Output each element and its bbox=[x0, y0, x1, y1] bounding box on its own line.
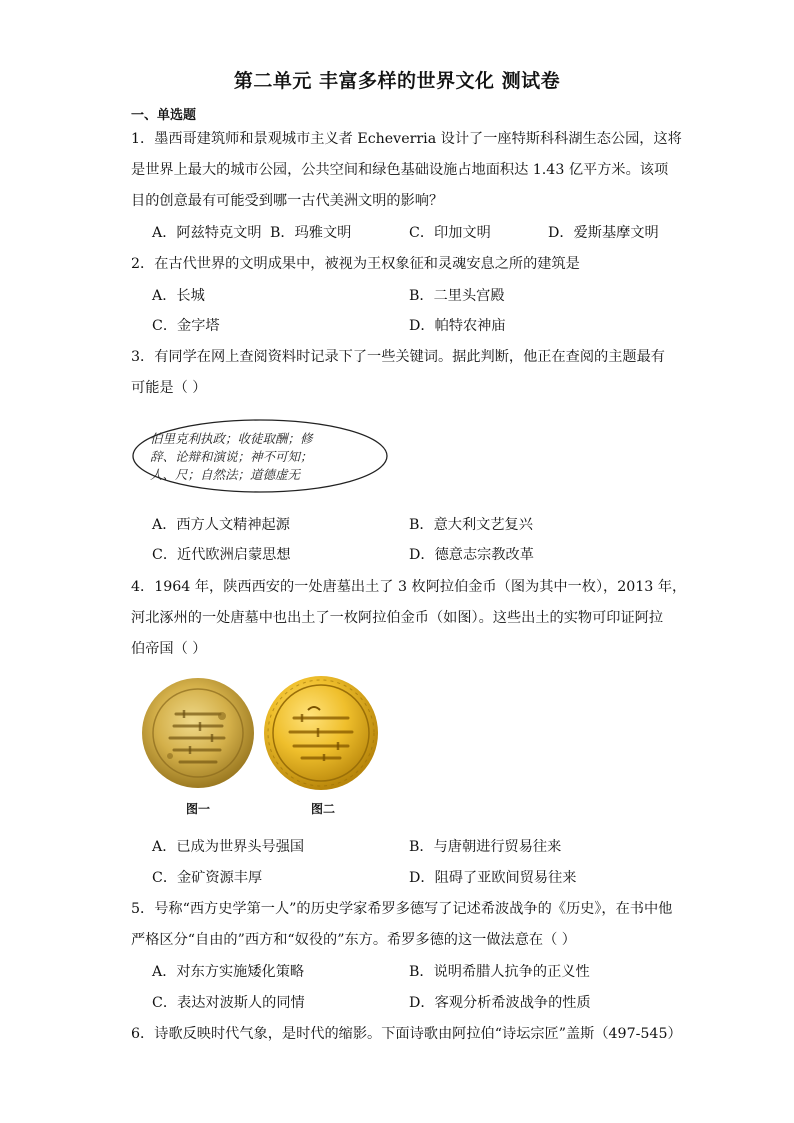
q3-line-1: 3．有同学在网上查阅资料时记录下了一些关键词。据此判断，他正在查阅的主题最有 bbox=[131, 349, 665, 365]
q4-option-b[interactable]: B．与唐朝进行贸易往来 bbox=[409, 839, 562, 855]
arabic-gold-coin-bright-icon bbox=[262, 674, 380, 792]
q4-line-1: 4．1964 年，陕西西安的一处唐墓出土了 3 枚阿拉伯金币（图为其中一枚），2013 年， bbox=[131, 579, 687, 595]
q3-option-b[interactable]: B．意大利文艺复兴 bbox=[409, 517, 533, 533]
q1-line-1: 1．墨西哥建筑师和景观城市主义者 Echeverria 设计了一座特斯科科湖生态公园，这将 bbox=[131, 131, 682, 147]
q5-option-d[interactable]: D．客观分析希波战争的性质 bbox=[409, 995, 591, 1011]
q5-line-2: 严格区分“自由的”西方和“奴役的”东方。希罗多德的这一做法意在（ ） bbox=[131, 932, 576, 948]
q2-option-a[interactable]: A．长城 bbox=[152, 288, 205, 304]
q4-option-a[interactable]: A．已成为世界头号强国 bbox=[152, 839, 305, 855]
figure-caption-1: 图一 bbox=[186, 802, 211, 816]
page-title: 第二单元 丰富多样的世界文化 测试卷 bbox=[233, 70, 561, 92]
q1-line-2: 是世界上最大的城市公园，公共空间和绿色基础设施占地面积达 1.43 亿平方米。该项 bbox=[131, 162, 669, 178]
q1-option-a[interactable]: A．阿兹特克文明 bbox=[152, 225, 262, 241]
q2-option-c[interactable]: C．金字塔 bbox=[152, 318, 220, 334]
q5-option-b[interactable]: B．说明希腊人抗争的正义性 bbox=[409, 964, 590, 980]
keyword-text bbox=[150, 430, 380, 484]
q2-option-d[interactable]: D．帕特农神庙 bbox=[409, 318, 506, 334]
q6-line-1: 6．诗歌反映时代气象，是时代的缩影。下面诗歌由阿拉伯“诗坛宗匠”盖斯（497-545） bbox=[131, 1026, 682, 1042]
q2-option-b[interactable]: B．二里头宫殿 bbox=[409, 288, 505, 304]
q4-option-c[interactable]: C．金矿资源丰厚 bbox=[152, 870, 263, 886]
q3-option-a[interactable]: A．西方人文精神起源 bbox=[152, 517, 290, 533]
q1-option-c[interactable]: C．印加文明 bbox=[409, 225, 491, 241]
q3-option-c[interactable]: C．近代欧洲启蒙思想 bbox=[152, 547, 291, 563]
keyword-line-3: 人、尺；自然法；道德虚无 bbox=[150, 467, 301, 482]
q4-option-d[interactable]: D．阻碍了亚欧间贸易往来 bbox=[409, 870, 577, 886]
q5-line-1: 5．号称“西方史学第一人”的历史学家希罗多德写了记述希波战争的《历史》，在书中他 bbox=[131, 901, 673, 917]
arabic-gold-coin-worn-icon bbox=[140, 676, 256, 790]
keyword-line-2: 辞、论辩和演说；神不可知； bbox=[150, 449, 313, 464]
section-heading: 一、单选题 bbox=[131, 108, 197, 123]
figure-caption-2: 图二 bbox=[311, 802, 336, 816]
q3-line-2: 可能是（ ） bbox=[131, 380, 207, 396]
q4-line-2: 河北涿州的一处唐墓中也出土了一枚阿拉伯金币（如图）。这些出土的实物可印证阿拉 bbox=[131, 610, 664, 626]
q5-option-c[interactable]: C．表达对波斯人的同情 bbox=[152, 995, 305, 1011]
q1-option-d[interactable]: D．爱斯基摩文明 bbox=[548, 225, 659, 241]
q2-line-1: 2．在古代世界的文明成果中，被视为王权象征和灵魂安息之所的建筑是 bbox=[131, 256, 580, 272]
q4-line-3: 伯帝国（ ） bbox=[131, 641, 207, 657]
q5-option-a[interactable]: A．对东方实施矮化策略 bbox=[152, 964, 305, 980]
keyword-line-1: 伯里克利执政；收徒取酬；修 bbox=[150, 431, 313, 446]
q3-option-d[interactable]: D．德意志宗教改革 bbox=[409, 547, 534, 563]
q1-line-3: 目的创意最有可能受到哪一古代美洲文明的影响？ bbox=[131, 193, 444, 209]
q1-option-b[interactable]: B．玛雅文明 bbox=[270, 225, 352, 241]
